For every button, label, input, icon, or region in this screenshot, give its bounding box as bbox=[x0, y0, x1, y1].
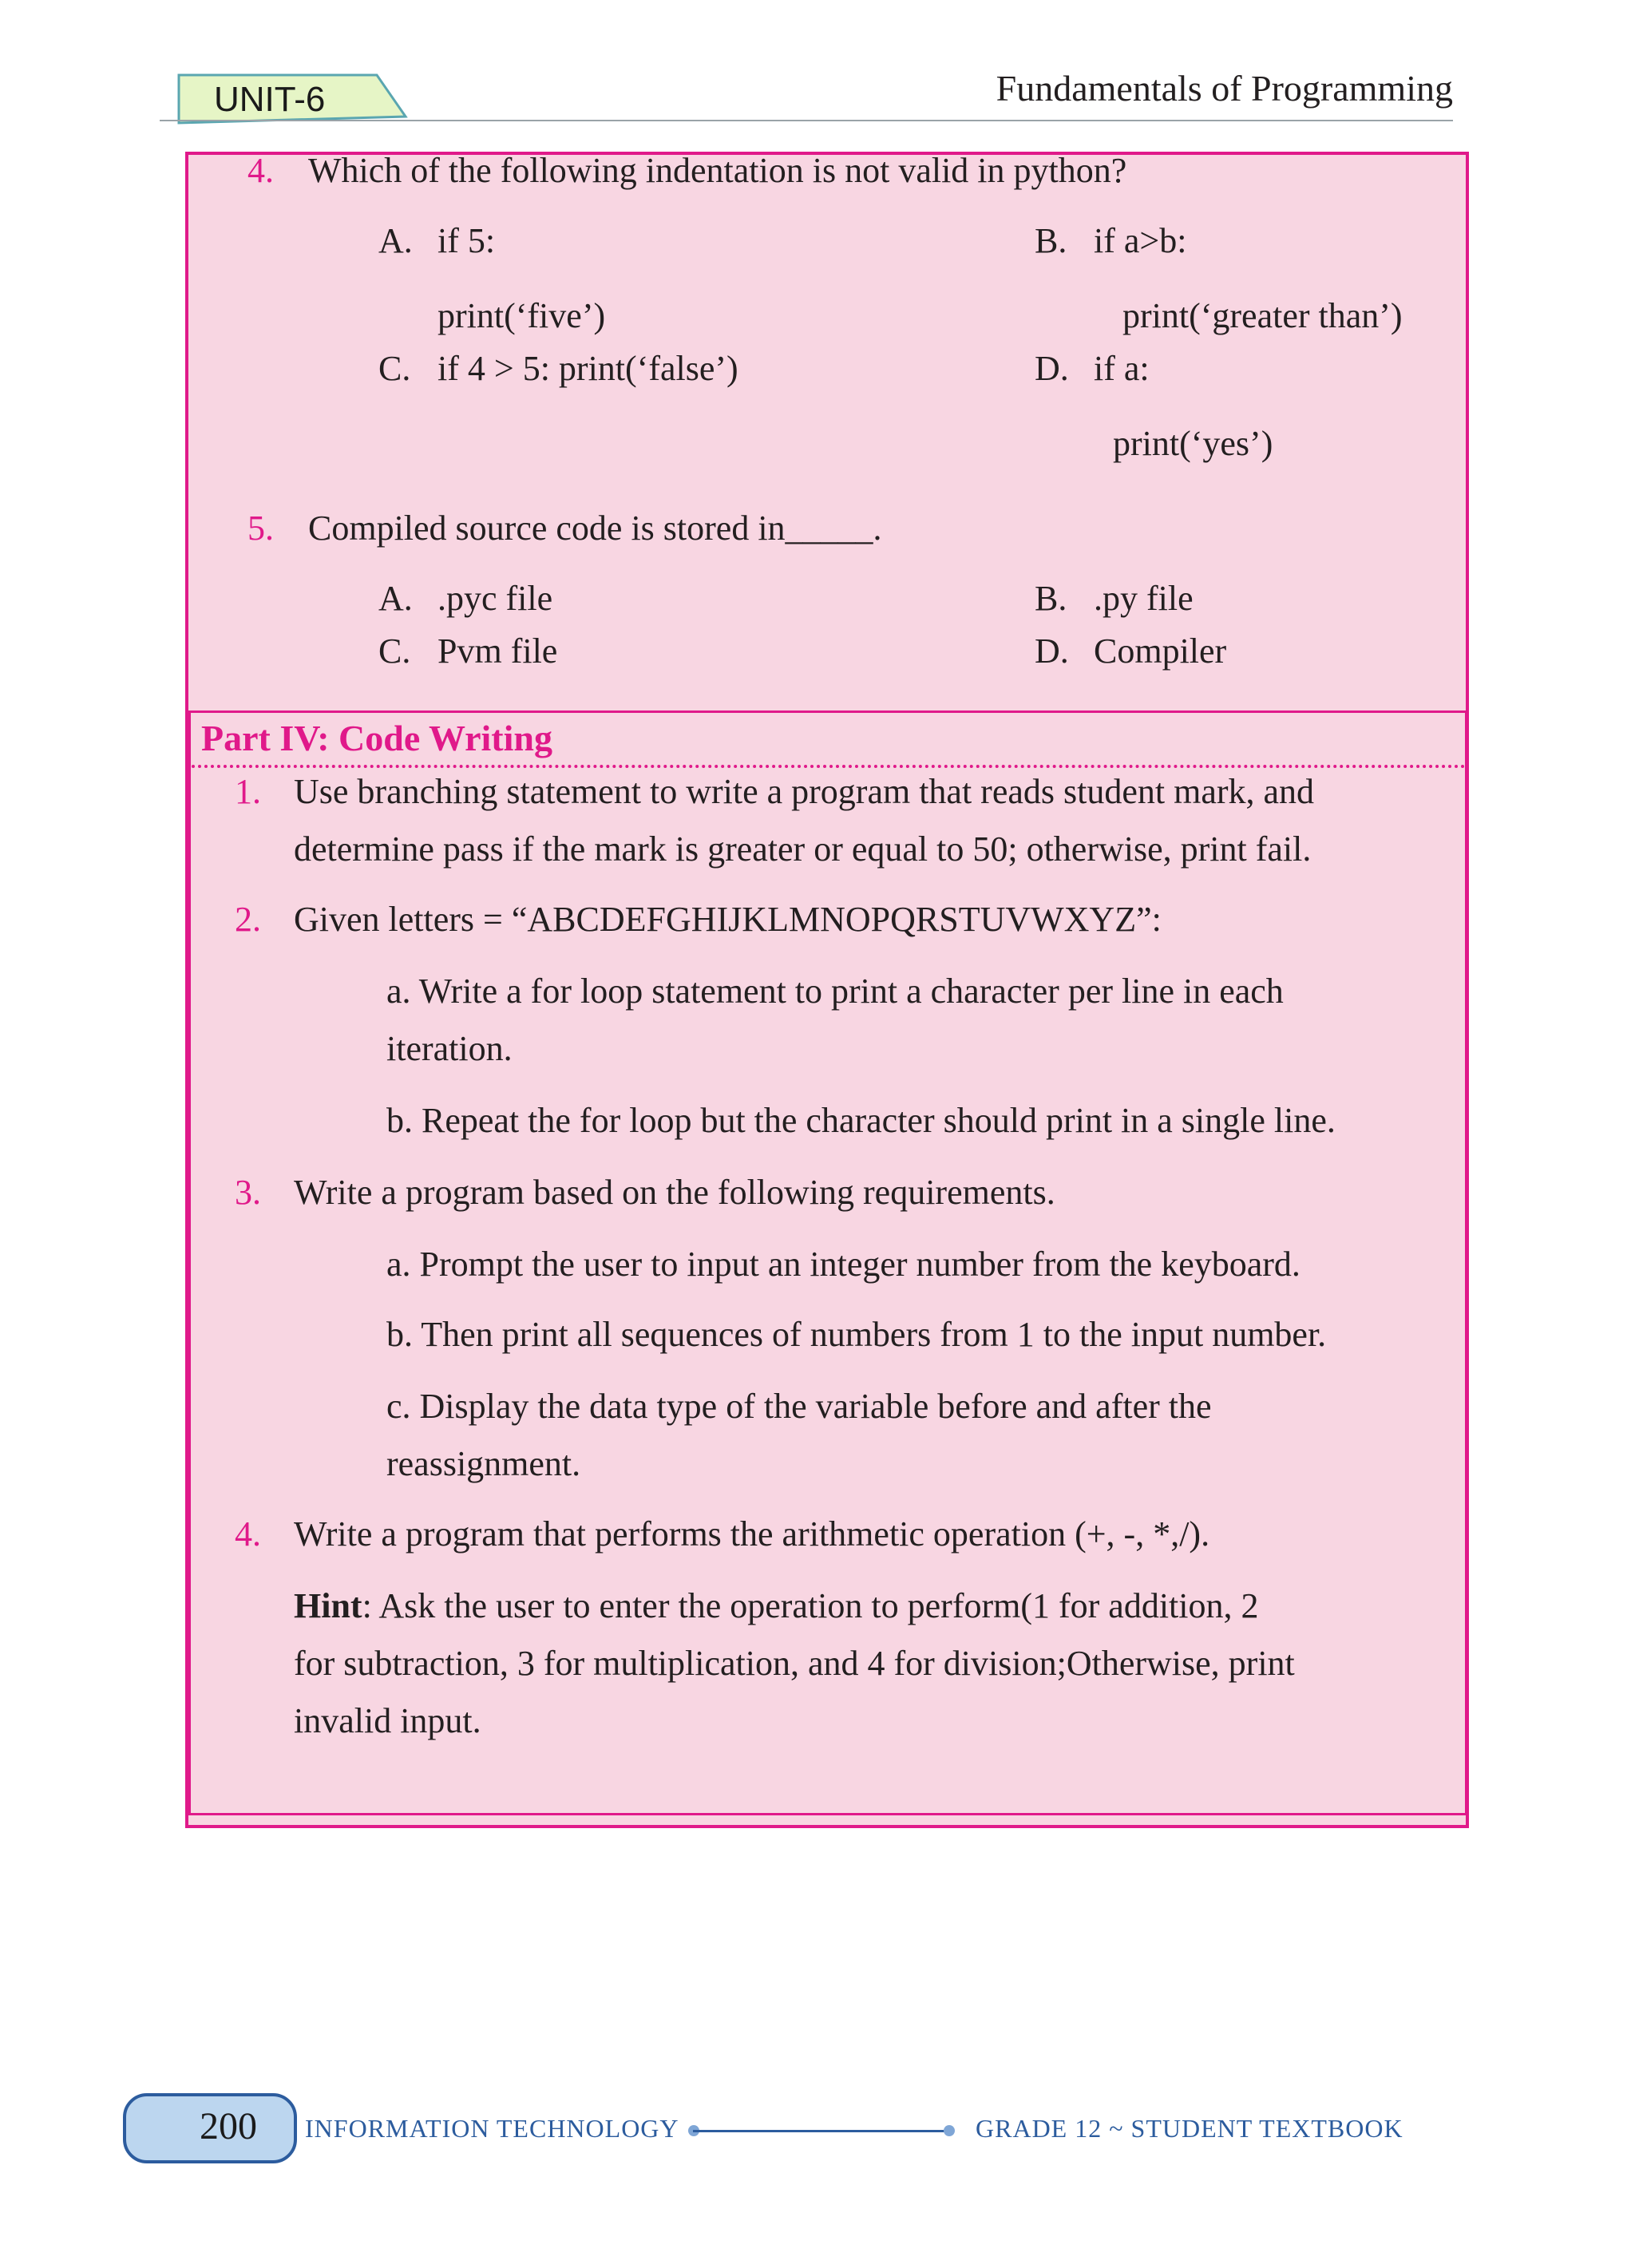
header-rule bbox=[160, 120, 1453, 121]
hint-line1: : Ask the user to enter the operation to perform(1 for addition, 2 bbox=[362, 1586, 1259, 1625]
mcq-4-option-a-letter: A. bbox=[378, 221, 413, 260]
code-q2-a-line2: iteration. bbox=[386, 1029, 513, 1068]
mcq-4-option-d-line1: if a: bbox=[1094, 349, 1150, 388]
unit-tab bbox=[177, 73, 409, 125]
code-q2-a-line1: a. Write a for loop statement to print a character per line in each bbox=[386, 972, 1284, 1011]
mcq-4-option-b-line1: if a>b: bbox=[1094, 221, 1187, 260]
mcq-5-number: 5. bbox=[247, 509, 274, 548]
mcq-4-option-d-letter: D. bbox=[1035, 349, 1069, 388]
mcq-5-option-c: Pvm file bbox=[437, 631, 558, 671]
mcq-5-option-a: .pyc file bbox=[437, 579, 553, 618]
code-q4-hint bbox=[294, 1585, 1259, 1627]
part-iv-title: Part IV: Code Writing bbox=[201, 718, 552, 758]
code-q1-line2: determine pass if the mark is greater or equal to 50; otherwise, print fail. bbox=[294, 829, 1312, 869]
page-number: 200 bbox=[200, 2105, 257, 2147]
mcq-5-option-d: Compiler bbox=[1094, 631, 1227, 671]
mcq-5-question: Compiled source code is stored in_____. bbox=[308, 509, 882, 548]
code-q4-number: 4. bbox=[235, 1514, 261, 1554]
code-q1-number: 1. bbox=[235, 772, 261, 811]
mcq-4-option-a-line2: print(‘five’) bbox=[437, 296, 606, 335]
footer-book bbox=[976, 2108, 1403, 2145]
footer-book-text: GRADE 12 ~ STUDENT TEXTBOOK bbox=[976, 2114, 1403, 2143]
mcq-4-question: Which of the following indentation is not valid in python? bbox=[308, 151, 1127, 190]
code-q2-b: b. Repeat the for loop but the character should print in a single line. bbox=[386, 1101, 1336, 1140]
footer-dot-right bbox=[944, 2125, 955, 2136]
code-q4-hint-line2: for subtraction, 3 for multiplication, and 4 for division;Otherwise, print bbox=[294, 1644, 1295, 1683]
footer-subject bbox=[305, 2108, 679, 2145]
code-q2-number: 2. bbox=[235, 900, 261, 939]
mcq-4-number: 4. bbox=[247, 151, 274, 190]
chapter-title: Fundamentals of Programming bbox=[996, 68, 1453, 109]
code-q3-b: b. Then print all sequences of numbers from 1 to the input number. bbox=[386, 1315, 1327, 1354]
hint-label: Hint bbox=[294, 1586, 362, 1625]
mcq-4-option-b-letter: B. bbox=[1035, 221, 1067, 260]
code-q4-text: Write a program that performs the arithmetic operation (+, -, *,/). bbox=[294, 1514, 1210, 1554]
code-q4-hint-line3: invalid input. bbox=[294, 1701, 481, 1740]
unit-label: UNIT-6 bbox=[214, 80, 326, 119]
mcq-5-option-a-letter: A. bbox=[378, 579, 413, 618]
mcq-5-option-b-letter: B. bbox=[1035, 579, 1067, 618]
mcq-4-option-b-line2: print(‘greater than’) bbox=[1122, 296, 1403, 335]
code-q3-a: a. Prompt the user to input an integer number from the keyboard. bbox=[386, 1245, 1300, 1284]
mcq-4-option-a-line1: if 5: bbox=[437, 221, 496, 260]
footer-line bbox=[693, 2130, 952, 2132]
mcq-4-option-c-line1: if 4 > 5: print(‘false’) bbox=[437, 349, 738, 388]
footer-subject-text: INFORMATION TECHNOLOGY bbox=[305, 2114, 679, 2143]
code-q3-c-line1: c. Display the data type of the variable before and after the bbox=[386, 1387, 1212, 1426]
code-q1-line1: Use branching statement to write a program that reads student mark, and bbox=[294, 772, 1315, 811]
mcq-4-option-d-line2: print(‘yes’) bbox=[1113, 424, 1273, 463]
part-iv-divider bbox=[192, 765, 1466, 768]
code-q3-text: Write a program based on the following requirements. bbox=[294, 1173, 1055, 1212]
code-q3-c-line2: reassignment. bbox=[386, 1444, 581, 1483]
mcq-5-option-d-letter: D. bbox=[1035, 631, 1069, 671]
code-q2-text: Given letters = “ABCDEFGHIJKLMNOPQRSTUVWXYZ”: bbox=[294, 900, 1162, 939]
mcq-4-option-c-letter: C. bbox=[378, 349, 411, 388]
mcq-5-option-b: .py file bbox=[1094, 579, 1194, 618]
code-q3-number: 3. bbox=[235, 1173, 261, 1212]
mcq-5-option-c-letter: C. bbox=[378, 631, 411, 671]
